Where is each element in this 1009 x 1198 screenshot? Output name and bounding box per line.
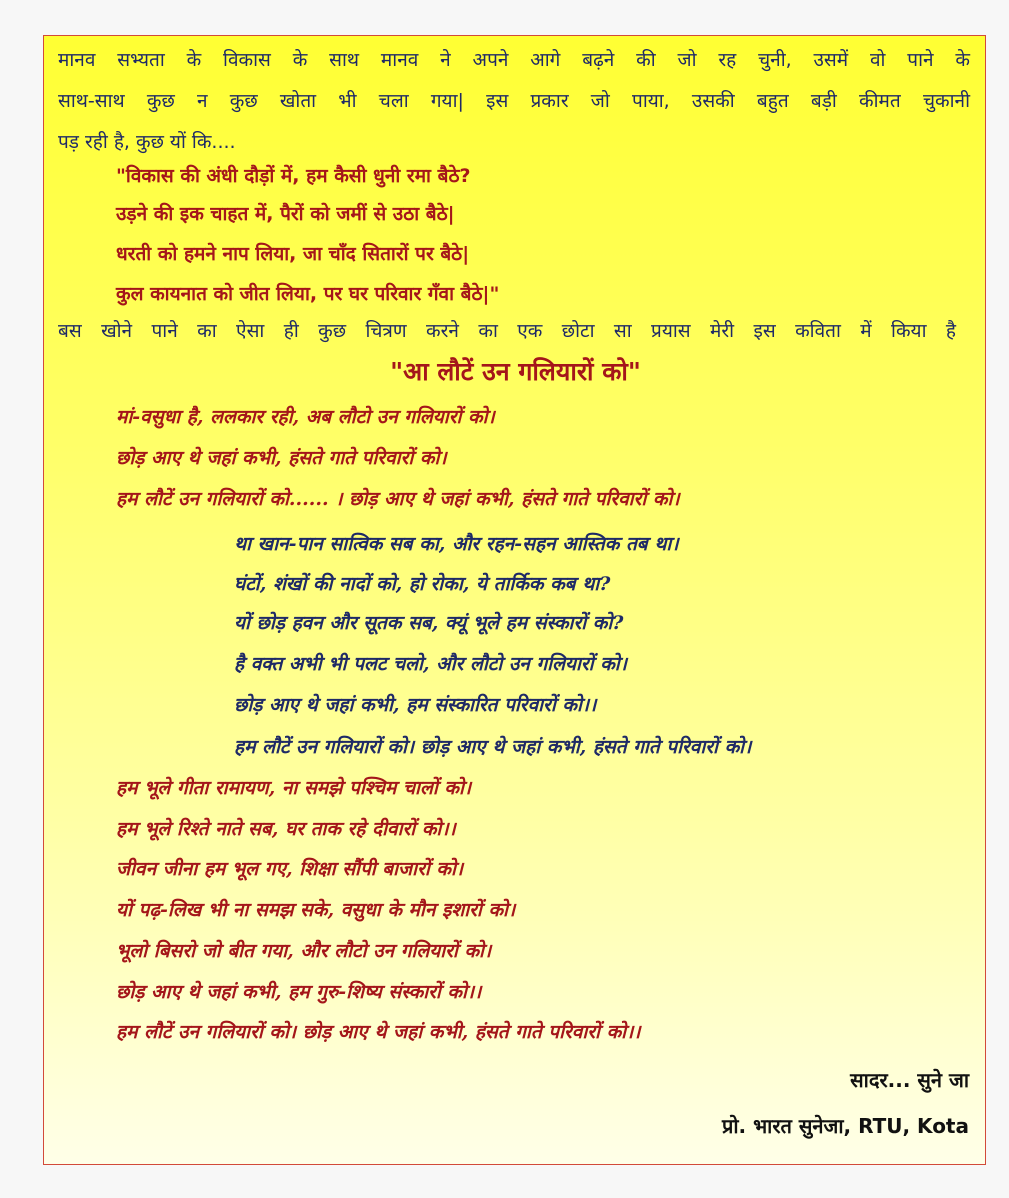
signature-greeting: सादर... सुने जा — [850, 1068, 969, 1092]
stanza3-line-6: छोड़ आए थे जहां कभी, हम गुरु-शिष्य संस्कारों को।। — [116, 981, 482, 1003]
quote-line-2: उड़ने की इक चाहत में, पैरों को जमीं से उठा बैठे| — [116, 203, 455, 225]
stanza2-line-2: घंटों, शंखों की नादों को, हो रोका, ये तार्किक कब था? — [234, 573, 611, 595]
stanza3-line-3: जीवन जीना हम भूल गए, शिक्षा सौंपी बाजारों को। — [116, 858, 464, 880]
stanza2-line-4: है वक्त अभी भी पलट चलो, और लौटो उन गलियारों को। — [234, 653, 627, 675]
stanza2-line-6: हम लौटें उन गलियारों को। छोड़ आए थे जहां कभी, हंसते गाते परिवारों को। — [234, 736, 752, 758]
poem-page — [43, 35, 986, 1165]
stanza3-line-2: हम भूले रिश्ते नाते सब, घर ताक रहे दीवारों को।। — [116, 818, 456, 840]
stanza3-line-7: हम लौटें उन गलियारों को। छोड़ आए थे जहां कभी, हंसते गाते परिवारों को।। — [116, 1021, 641, 1043]
poem-title: "आ लौटें उन गलियारों को" — [390, 357, 641, 386]
stanza1-line-2: छोड़ आए थे जहां कभी, हंसते गाते परिवारों को। — [116, 447, 447, 469]
quote-line-1: "विकास की अंधी दौड़ों में, हम कैसी धुनी रमा बैठे? — [116, 165, 471, 187]
signature-author: प्रो. भारत सुनेजा, RTU, Kota — [722, 1114, 969, 1138]
stanza2-line-3: यों छोड़ हवन और सूतक सब, क्यूं भूले हम संस्कारों को? — [234, 612, 624, 634]
intro-line-3: पड़ रही है, कुछ यों कि.... — [58, 131, 236, 153]
stanza1-line-1: मां-वसुधा है, ललकार रही, अब लौटो उन गलियारों को। — [116, 406, 495, 428]
attempt-line: बस खोने पाने का ऐसा ही कुछ चित्रण करने का एक छोटा सा प्रयास मेरी इस कविता में किया है — [58, 320, 956, 342]
quote-line-3: धरती को हमने नाप लिया, जा चाँद सितारों पर बैठे| — [116, 243, 470, 265]
stanza3-line-5: भूलो बिसरो जो बीत गया, और लौटो उन गलियारों को। — [116, 940, 492, 962]
quote-line-4: कुल कायनात को जीत लिया, पर घर परिवार गँवा बैठे|" — [116, 283, 500, 305]
stanza3-line-1: हम भूले गीता रामायण, ना समझे पश्चिम चालों को। — [116, 777, 472, 799]
stanza3-line-4: यों पढ़-लिख भी ना समझ सके, वसुधा के मौन इशारों को। — [116, 899, 516, 921]
stanza2-line-5: छोड़ आए थे जहां कभी, हम संस्कारित परिवारों को।। — [234, 694, 597, 716]
stanza2-line-1: था खान-पान सात्विक सब का, और रहन-सहन आस्तिक तब था। — [234, 533, 679, 555]
intro-line-2: साथ-साथ कुछ न कुछ खोता भी चला गया| इस प्रकार जो पाया, उसकी बहुत बड़ी कीमत चुकानी — [58, 90, 970, 112]
intro-line-1: मानव सभ्यता के विकास के साथ मानव ने अपने आगे बढ़ने की जो रह चुनी, उसमें वो पाने के — [58, 49, 970, 71]
stanza1-line-3: हम लौटें उन गलियारों को...... । छोड़ आए थे जहां कभी, हंसते गाते परिवारों को। — [116, 488, 680, 510]
